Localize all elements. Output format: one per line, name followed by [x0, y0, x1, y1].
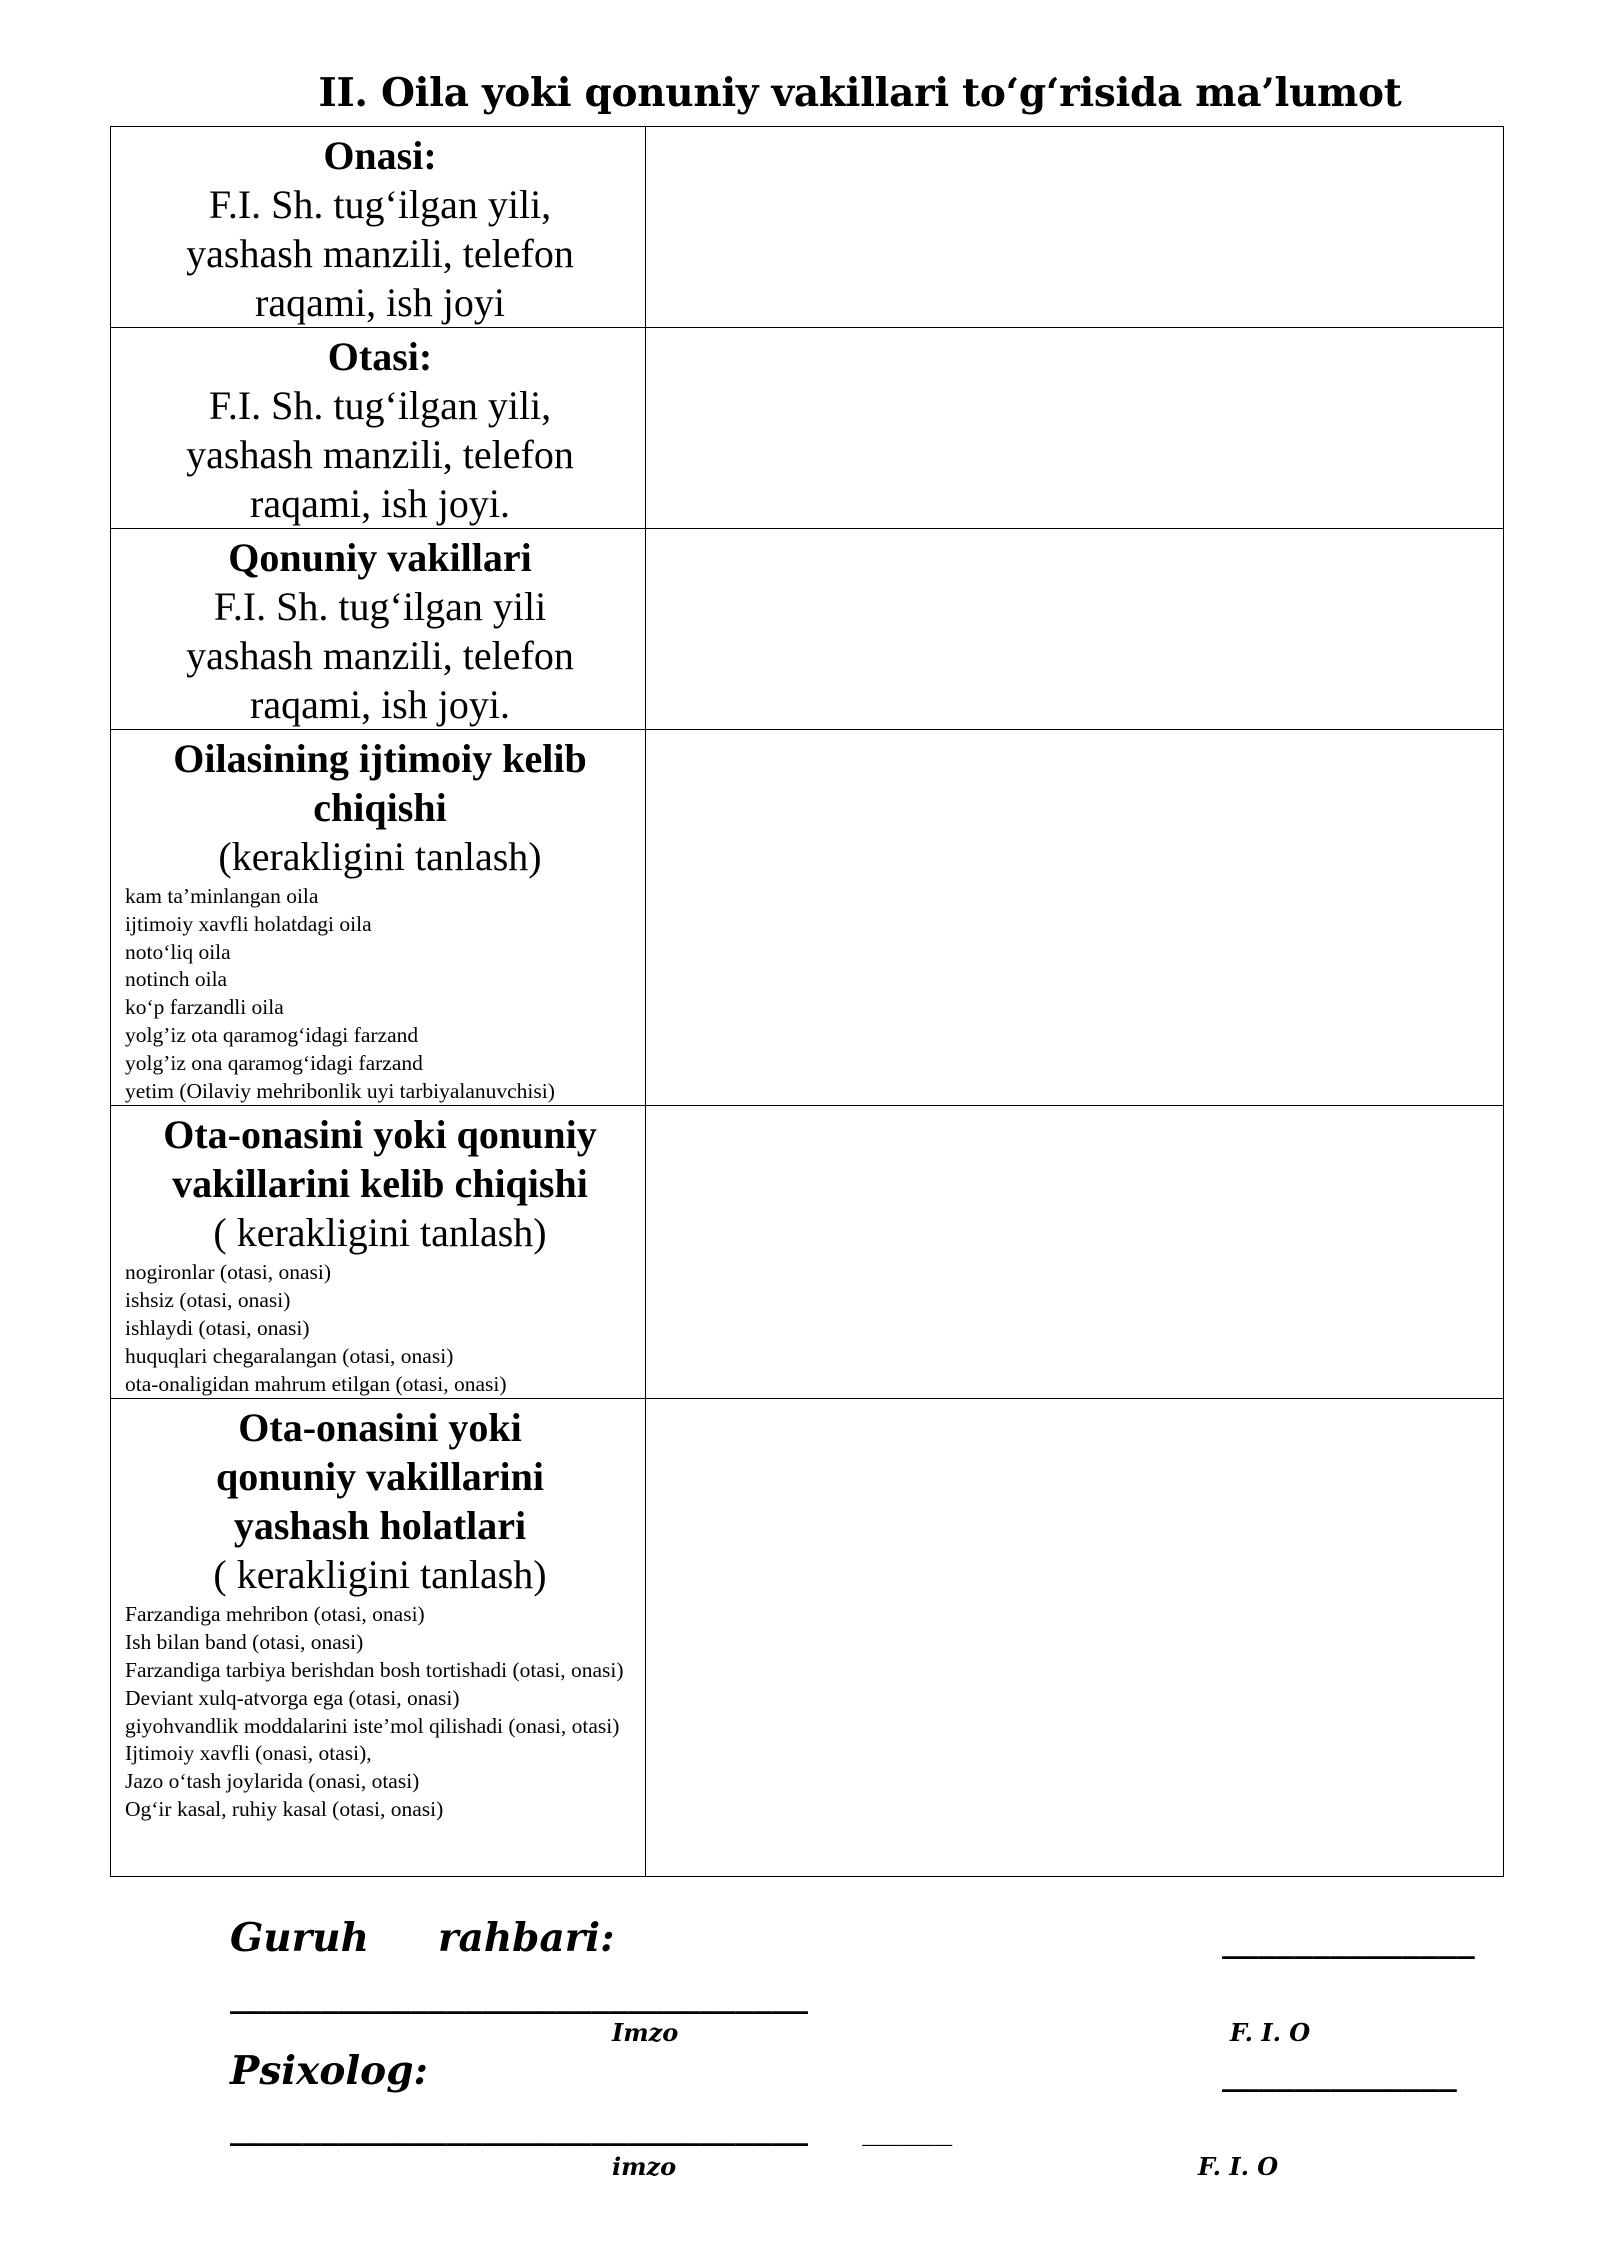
- option-item[interactable]: yolg’iz ota qaramog‘idagi farzand: [125, 1022, 419, 1047]
- value-cell-living-conditions[interactable]: [646, 1399, 1504, 1877]
- leader-signature-line[interactable]: ________________________________: [230, 1980, 808, 2015]
- row-heading: Ota-onasini yoki qonuniy vakillarini kelib chiqishi: [163, 1112, 597, 1207]
- option-item[interactable]: ijtimoiy xavfli holatdagi oila: [125, 911, 372, 936]
- psychologist-label: Psixolog:: [230, 2048, 428, 2094]
- psychologist-signature-caption: imzo: [612, 2152, 677, 2181]
- label-cell-father: [111, 328, 646, 529]
- psychologist-signature-line-tail[interactable]: _____: [862, 2112, 953, 2147]
- row-subtitle: ( kerakligini tanlash): [213, 1210, 547, 1256]
- value-cell-mother[interactable]: [646, 127, 1504, 328]
- leader-name-caption: F. I. O: [1230, 2018, 1311, 2047]
- option-list: [125, 1601, 635, 1823]
- label-cell-social-origin: [111, 730, 646, 1106]
- row-subtitle: F.I. Sh. tug‘ilgan yili, yashash manzili, telefon raqami, ish joyi: [186, 182, 574, 325]
- row-heading: Qonuniy vakillari: [228, 535, 532, 580]
- page-title: II. Oila yoki qonuniy vakillari to‘g‘risida ma’lumot: [318, 70, 1402, 116]
- option-item[interactable]: Ish bilan band (otasi, onasi): [125, 1630, 364, 1655]
- leader-signature-caption: Imzo: [612, 2018, 679, 2047]
- value-cell-social-origin[interactable]: [646, 730, 1504, 1106]
- row-subtitle: ( kerakligini tanlash): [213, 1552, 547, 1598]
- option-item[interactable]: noto‘liq oila: [125, 939, 231, 964]
- row-subtitle: F.I. Sh. tug‘ilgan yili, yashash manzili, telefon raqami, ish joyi.: [186, 383, 574, 526]
- table-row: [111, 328, 1504, 529]
- psychologist-name-caption: F. I. O: [1198, 2152, 1279, 2181]
- table-row: [111, 529, 1504, 730]
- option-item[interactable]: Farzandiga tarbiya berishdan bosh tortishadi (otasi, onasi): [125, 1657, 624, 1682]
- label-cell-parents-origin: [111, 1106, 646, 1399]
- option-item[interactable]: Og‘ir kasal, ruhiy kasal (otasi, onasi): [125, 1796, 444, 1821]
- option-list: [125, 1259, 635, 1398]
- option-item[interactable]: Farzandiga mehribon (otasi, onasi): [125, 1602, 425, 1627]
- row-subtitle: (kerakligini tanlash): [218, 834, 542, 879]
- label-cell-living-conditions: [111, 1399, 646, 1877]
- label-cell-mother: [111, 127, 646, 328]
- table-row: [111, 1399, 1504, 1877]
- row-heading: Onasi:: [323, 133, 437, 178]
- option-item[interactable]: notinch oila: [125, 967, 228, 992]
- leader-name-line[interactable]: ______________: [1222, 1925, 1475, 1960]
- leader-label-word1: Guruh: [230, 1915, 369, 1961]
- row-heading: Ota-onasini yoki qonuniy vakillarini yashash holatlari: [216, 1405, 544, 1549]
- value-cell-parents-origin[interactable]: [646, 1106, 1504, 1399]
- option-item[interactable]: ko‘p farzandli oila: [125, 995, 284, 1020]
- option-item[interactable]: kam ta’minlangan oila: [125, 884, 319, 908]
- psychologist-name-line[interactable]: _____________: [1222, 2058, 1457, 2093]
- option-item[interactable]: nogironlar (otasi, onasi): [125, 1260, 331, 1285]
- value-cell-guardians[interactable]: [646, 529, 1504, 730]
- value-cell-father[interactable]: [646, 328, 1504, 529]
- label-cell-guardians: [111, 529, 646, 730]
- table-row: [111, 127, 1504, 328]
- option-item[interactable]: giyohvandlik moddalarini iste’mol qilishadi (onasi, otasi): [125, 1713, 620, 1738]
- row-heading: Oilasining ijtimoiy kelib chiqishi: [173, 736, 587, 830]
- option-item[interactable]: yetim (Oilaviy mehribonlik uyi tarbiyalanuvchisi): [125, 1078, 555, 1103]
- option-item[interactable]: Deviant xulq-atvorga ega (otasi, onasi): [125, 1685, 460, 1710]
- leader-label-word2: rahbari:: [438, 1915, 615, 1961]
- option-list: [125, 883, 635, 1105]
- family-info-table: [110, 126, 1504, 1877]
- table-row: [111, 1106, 1504, 1399]
- psychologist-signature-line[interactable]: ________________________________: [230, 2112, 808, 2147]
- option-item[interactable]: yolg’iz ona qaramog‘idagi farzand: [125, 1050, 423, 1075]
- option-item[interactable]: ishsiz (otasi, onasi): [125, 1288, 291, 1313]
- option-item[interactable]: ishlaydi (otasi, onasi): [125, 1315, 310, 1340]
- row-subtitle: F.I. Sh. tug‘ilgan yili yashash manzili, telefon raqami, ish joyi.: [186, 584, 574, 727]
- option-item[interactable]: ota-onaligidan mahrum etilgan (otasi, onasi): [125, 1371, 507, 1396]
- table-row: [111, 730, 1504, 1106]
- option-item[interactable]: huquqlari chegaralangan (otasi, onasi): [125, 1343, 454, 1368]
- option-item[interactable]: Jazo o‘tash joylarida (onasi, otasi): [125, 1769, 420, 1794]
- row-heading: Otasi:: [327, 334, 433, 379]
- option-item[interactable]: Ijtimoiy xavfli (onasi, otasi),: [125, 1741, 372, 1766]
